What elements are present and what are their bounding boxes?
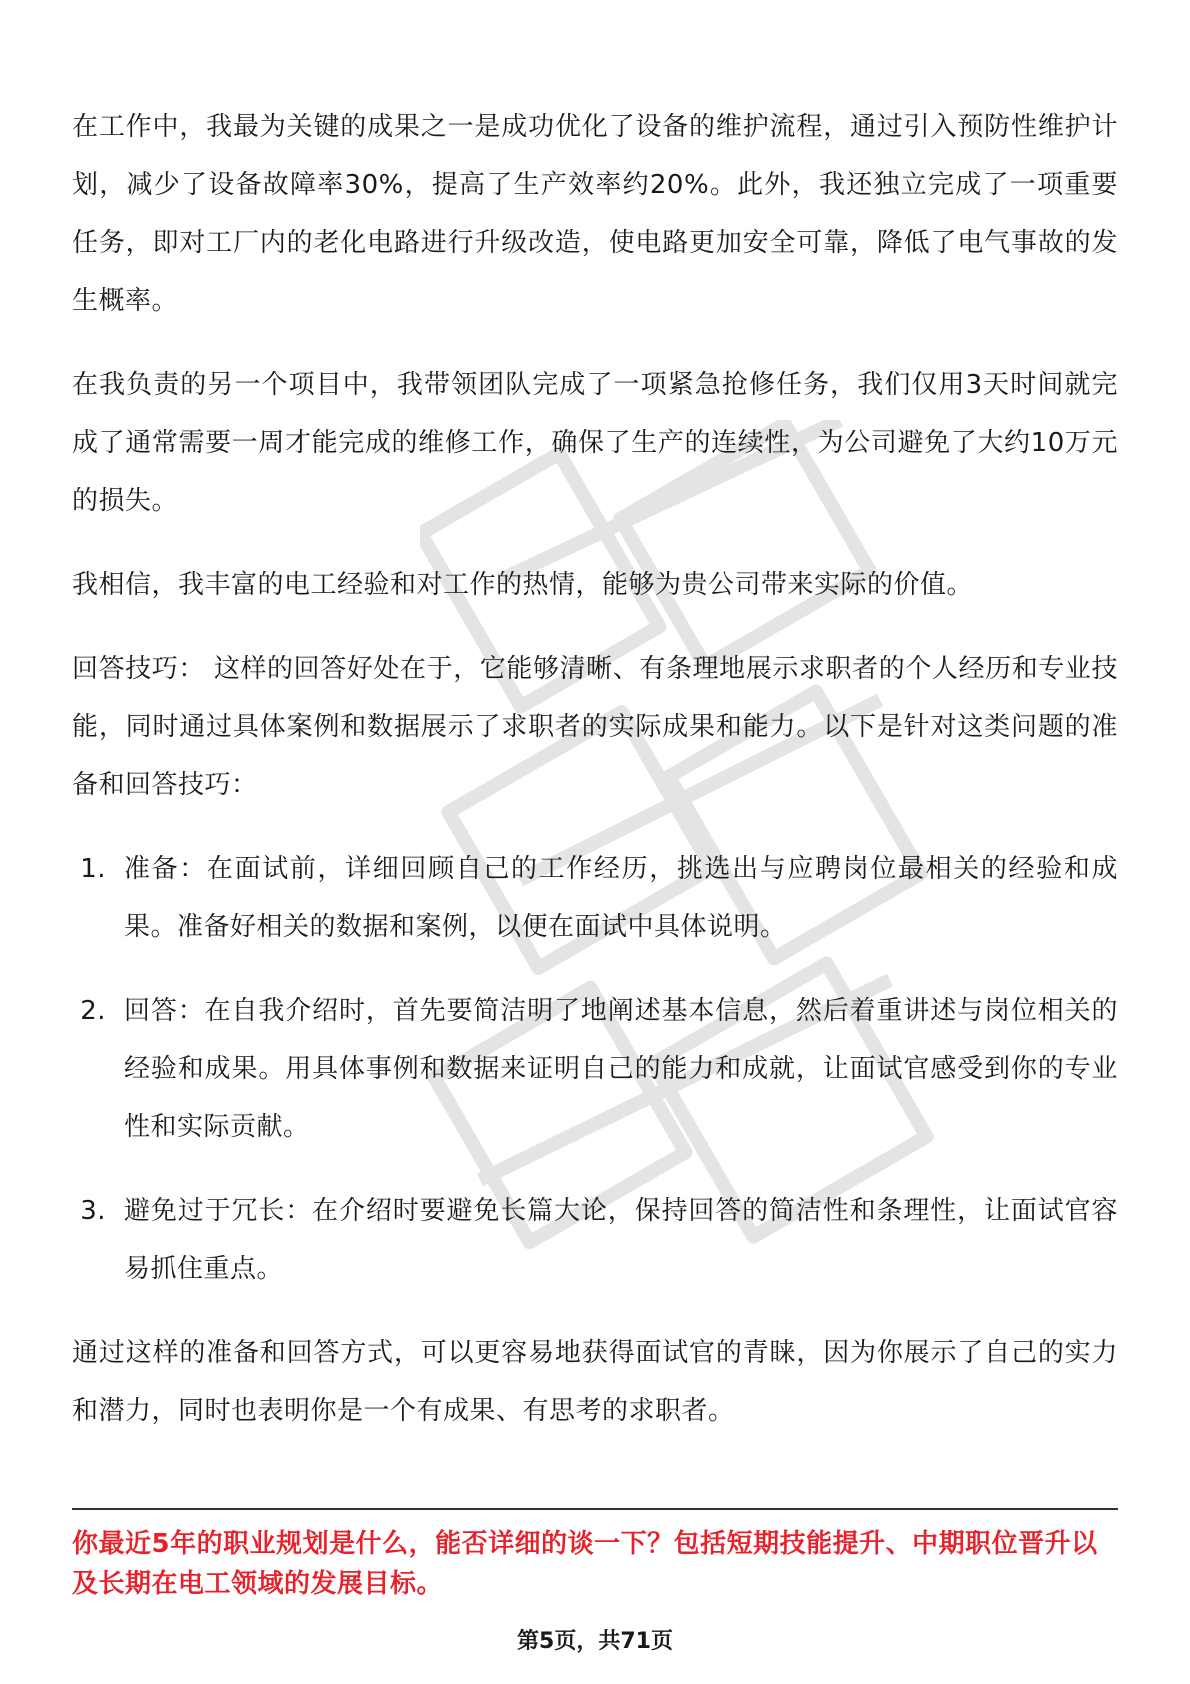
paragraph-belief: 我相信，我丰富的电工经验和对工作的热情，能够为贵公司带来实际的价值。 <box>72 570 974 600</box>
list-text: 准备：在面试前，详细回顾自己的工作经历，挑选出与应聘岗位最相关的经验和成果。准备好相关的数据和案例，以便在面试中具体说明。 <box>124 854 1118 942</box>
paragraph-project: 在我负责的另一个项目中，我带领团队完成了一项紧急抢修任务，我们仅用3天时间就完成了通常需要一周才能完成的维修工作，确保了生产的连续性，为公司避免了大约10万元的损失。 <box>72 370 1118 516</box>
list-number: 2. <box>80 996 106 1026</box>
next-question-heading: 你最近5年的职业规划是什么，能否详细的谈一下？包括短期技能提升、中期职位晋升以及长期在电工领域的发展目标。 <box>72 1529 1098 1599</box>
paragraph-achievements: 在工作中，我最为关键的成果之一是成功优化了设备的维护流程，通过引入预防性维护计划，减少了设备故障率30%，提高了生产效率约20%。此外，我还独立完成了一项重要任务，即对工厂内的老化电路进行升级改造，使电路更加安全可靠，降低了电气事故的发生概率。 <box>72 112 1118 316</box>
list-item <box>72 840 1118 956</box>
paragraph-closing: 通过这样的准备和回答方式，可以更容易地获得面试官的青睐，因为你展示了自己的实力和潜力，同时也表明你是一个有成果、有思考的求职者。 <box>72 1338 1118 1426</box>
list-number: 3. <box>80 1196 106 1226</box>
document-body <box>72 98 1118 1466</box>
list-number: 1. <box>80 854 106 884</box>
list-text: 回答：在自我介绍时，首先要简洁明了地阐述基本信息，然后着重讲述与岗位相关的经验和成果。用具体事例和数据来证明自己的能力和成就，让面试官感受到你的专业性和实际贡献。 <box>124 996 1118 1142</box>
page-footer: 第5页，共71页 <box>517 1629 673 1654</box>
paragraph-answer-tips: 回答技巧： 这样的回答好处在于，它能够清晰、有条理地展示求职者的个人经历和专业技能，同时通过具体案例和数据展示了求职者的实际成果和能力。以下是针对这类问题的准备和回答技巧： <box>72 654 1118 800</box>
list-item <box>72 1182 1118 1298</box>
list-text: 避免过于冗长：在介绍时要避免长篇大论，保持回答的简洁性和条理性，让面试官容易抓住重点。 <box>124 1196 1118 1284</box>
list-item <box>72 982 1118 1156</box>
tips-list <box>72 840 1118 1298</box>
section-divider <box>72 1508 1118 1510</box>
